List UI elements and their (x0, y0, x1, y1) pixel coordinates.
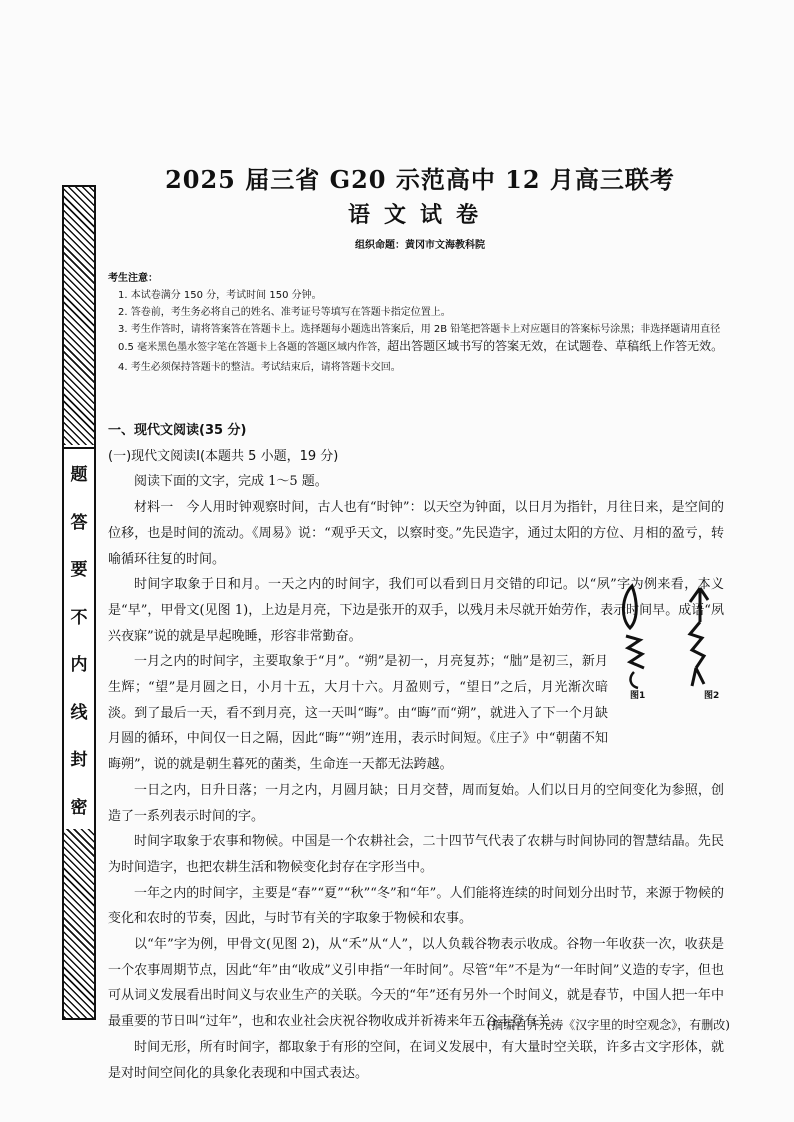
note-item: 1. 本试卷满分 150 分，考试时间 150 分钟。 (118, 290, 322, 301)
seal-char: 封 (70, 750, 88, 771)
note-item: 4. 考生必须保持答题卡的整洁。考试结束后，请将答题卡交回。 (118, 362, 401, 373)
seal-char: 线 (70, 702, 88, 723)
exam-organizer: 组织命题：黄冈市文海教科院 (355, 240, 485, 251)
oracle-bone-figure-2 (680, 578, 720, 698)
seal-char: 要 (70, 560, 88, 581)
hatch-pattern-bottom (64, 829, 94, 1018)
section-heading: 一、现代文阅读(35 分) (108, 423, 247, 438)
source-citation: (摘编自齐元涛《汉字里的时空观念》，有删改) (486, 1018, 730, 1032)
paragraph: 一年之内的时间字，主要是“春”“夏”“秋”“冬”和“年”。人们能将连续的时间划分出时节，来源于物候的变化和农时的节奏，因此，与时节有关的字取象于物候和农事。 (108, 885, 724, 927)
figure-2-label: 图2 (704, 691, 720, 701)
exam-subject: 语文试卷 (347, 202, 492, 228)
note-item: 2. 答卷前，考生务必将自己的姓名、准考证号等填写在答题卡指定位置上。 (118, 307, 451, 318)
paragraph: 以“年”字为例，甲骨文(见图 2)，从“禾”从“人”，以人负载谷物表示收成。谷物一年收获一次，收获是一个农事周期节点，因此“年”由“收成”义引申指“一年时间”。尽管“年”不是为“一年时间”义造的专字，但也可从词义发展看出时间义与农业生产的关联。今天的“年”还有另外一个时间义，就是春节，中国人把一年中最重要的节日叫“过年”，也和农业社会庆祝谷物收成并祈祷来年五谷丰登有关。 (108, 937, 724, 1030)
note-item: 3. 考生作答时，请将答案答在答题卡上。选择题每小题选出答案后，用 2B 铅笔把答题卡上对应题目的答案标号涂黑；非选择题请用直径 0.5 毫米黑色墨水签字笔在答题卡上各题的答题区域内作答，超出答题区域书写的答案无效，在试题卷、草稿纸上作答无效。 (118, 324, 724, 353)
seal-char: 不 (70, 607, 88, 628)
oracle-bone-figure-1 (618, 578, 658, 698)
paragraph: 材料一 今人用时钟观察时间，古人也有“时钟”：以天空为钟面，以日月为指针，月往日来，是空间的位移，也是时间的流动。《周易》说：“观乎天文，以察时变。”先民造字，通过太阳的方位、月相的盈亏，转喻循环往复的时间。 (108, 500, 724, 567)
seal-strip (62, 185, 96, 1020)
seal-char: 题 (70, 465, 88, 486)
exam-notes (108, 270, 724, 376)
figure-1-label: 图1 (630, 691, 646, 701)
reading-section (108, 418, 724, 1086)
seal-char: 答 (70, 512, 88, 533)
subsection-heading: (一)现代文阅读Ⅰ(本题共 5 小题，19 分) (108, 448, 339, 464)
seal-text (64, 447, 94, 831)
seal-char: 密 (70, 797, 88, 818)
paragraph: 一日之内，日升日落；一月之内，月圆月缺；日月交替，周而复始。人们以日月的空间变化为参照，创造了一系列表示时间的字。 (108, 782, 724, 824)
notes-heading: 考生注意： (108, 273, 158, 284)
instruction: 阅读下面的文字，完成 1～5 题。 (134, 474, 328, 490)
seal-char: 内 (70, 655, 88, 676)
paragraph: 一月之内的时间字，主要取象于“月”。“朔”是初一，月亮复苏；“朏”是初三，新月生辉；“望”是月圆之日，小月十五，大月十六。月盈则亏，“望日”之后，月光渐次暗淡。到了最后一天，看不到月亮，这一天叫“晦”。由“晦”而“朔”，就进入了下一个月缺月圆的循环，中间仅一日之隔，因此“晦”“朔”连用，表示时间短。《庄子》中“朝菌不知晦朔”，说的就是朝生暮死的菌类，生命连一天都无法跨越。 (108, 654, 608, 773)
paragraph: 时间字取象于农事和物候。中国是一个农耕社会，二十四节气代表了农耕与时间协同的智慧结晶。先民为时间造字，也把农耕生活和物候变化封存在字形当中。 (108, 834, 724, 875)
exam-title: 2025 届三省 G20 示范高中 12 月高三联考 (165, 165, 675, 194)
hatch-pattern-top (64, 187, 94, 445)
paragraph: 时间字取象于日和月。一天之内的时间字，我们可以看到日月交错的印记。以“夙”字为例来看，本义是“早”，甲骨文(见图 1)，上边是月亮，下边是张开的双手，以残月未尽就开始劳作，表示时间早。成语“夙兴夜寐”说的就是早起晚睡，形容非常勤奋。 (108, 577, 724, 644)
paragraph: 时间无形，所有时间字，都取象于有形的空间，在词义发展中，有大量时空关联，许多古文字形体，就是对时间空间化的具象化表现和中国式表达。 (108, 1039, 724, 1081)
